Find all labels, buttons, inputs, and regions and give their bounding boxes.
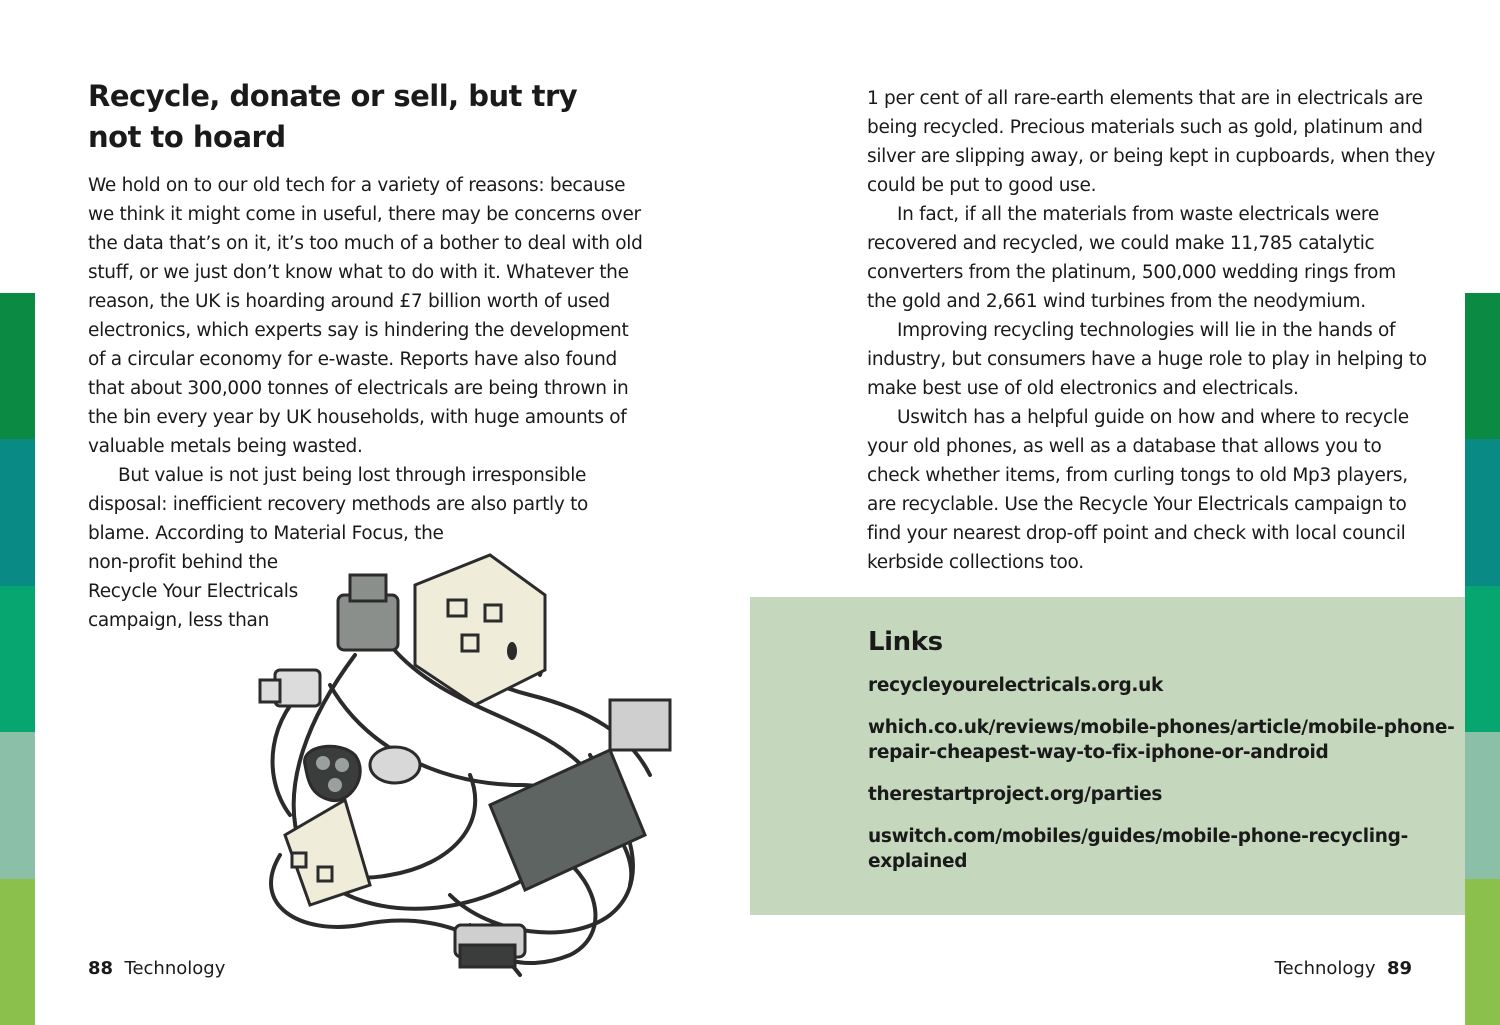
text-line: being recycled. Precious materials such as gold, platinum and [867, 117, 1423, 138]
text-line: are recyclable. Use the Recycle Your Electricals campaign to [867, 494, 1407, 515]
right-folio [1275, 958, 1412, 979]
links-box [750, 597, 1465, 915]
text-line: silver are slipping away, or being kept in cupboards, when they [867, 146, 1436, 167]
text-line: your old phones, as well as a database that allows you to [867, 436, 1382, 457]
link-line: recycleyourelectricals.org.uk [868, 675, 1164, 696]
text-line: could be put to good use. [867, 175, 1097, 196]
page-heading [88, 76, 608, 158]
link-uswitch-recycling[interactable] [868, 824, 1408, 874]
section-name: Technology [1274, 958, 1376, 979]
right-color-tabs [1465, 293, 1500, 1025]
text-line: the data that’s on it, it’s too much of a bother to deal with old [88, 233, 643, 254]
text-line: the gold and 2,661 wind turbines from the neodymium. [867, 291, 1366, 312]
text-line: make best use of old electronics and electricals. [867, 378, 1299, 399]
color-tab [0, 879, 35, 1025]
text-line: Improving recycling technologies will lie in the hands of [897, 320, 1396, 341]
text-line: recovered and recycled, we could make 11,785 catalytic [867, 233, 1375, 254]
text-line: electronics, which experts say is hindering the development [88, 320, 629, 341]
color-tab [0, 732, 35, 878]
link-line: which.co.uk/reviews/mobile-phones/article/mobile-phone- [868, 717, 1455, 738]
text-line: stuff, or we just don’t know what to do with it. Whatever the [88, 262, 629, 283]
links-title: Links [868, 627, 943, 657]
section-name: Technology [124, 958, 226, 979]
link-recycleyourelectricals[interactable] [868, 673, 1163, 698]
link-line: explained [868, 851, 968, 872]
heading-line: not to hoard [88, 120, 286, 154]
text-line: disposal: inefficient recovery methods are also partly to [88, 494, 589, 515]
text-line: Recycle Your Electricals [88, 581, 298, 602]
text-line: converters from the platinum, 500,000 wedding rings from [867, 262, 1396, 283]
text-line: kerbside collections too. [867, 552, 1084, 573]
text-line: reason, the UK is hoarding around £7 billion worth of used [88, 291, 611, 312]
link-line: therestartproject.org/parties [868, 784, 1163, 805]
text-line: check whether items, from curling tongs to old Mp3 players, [867, 465, 1408, 486]
color-tab [1465, 439, 1500, 585]
text-line: non-profit behind the [88, 552, 278, 573]
text-line: the bin every year by UK households, with huge amounts of [88, 407, 627, 428]
text-line: industry, but consumers have a huge role to play in helping to [867, 349, 1427, 370]
color-tab [0, 586, 35, 732]
text-line: We hold on to our old tech for a variety of reasons: because [88, 175, 626, 196]
color-tab [0, 293, 35, 439]
text-line: that about 300,000 tonnes of electricals are being thrown in [88, 378, 629, 399]
page-number: 89 [1386, 958, 1412, 979]
text-line: valuable metals being wasted. [88, 436, 363, 457]
left-folio [88, 958, 225, 979]
text-line: Uswitch has a helpful guide on how and where to recycle [897, 407, 1409, 428]
text-line: 1 per cent of all rare-earth elements that are in electricals are [867, 88, 1423, 109]
link-restartproject[interactable] [868, 782, 1162, 807]
text-line: In fact, if all the materials from waste electricals were [897, 204, 1379, 225]
left-color-tabs [0, 293, 35, 1025]
page-number: 88 [88, 958, 114, 979]
link-line: uswitch.com/mobiles/guides/mobile-phone-recycling- [868, 826, 1408, 847]
right-body-text [867, 84, 1436, 577]
color-tab [1465, 586, 1500, 732]
color-tab [1465, 879, 1500, 1025]
text-line: find your nearest drop-off point and check with local council [867, 523, 1406, 544]
heading-line: Recycle, donate or sell, but try [88, 79, 578, 113]
color-tab [1465, 732, 1500, 878]
text-line: But value is not just being lost through irresponsible [118, 465, 587, 486]
text-line: we think it might come in useful, there may be concerns over [88, 204, 641, 225]
color-tab [1465, 293, 1500, 439]
color-tab [0, 439, 35, 585]
link-which-phone-repair[interactable] [868, 715, 1455, 765]
link-line: repair-cheapest-way-to-fix-iphone-or-android [868, 742, 1329, 763]
text-line: blame. According to Material Focus, the [88, 523, 444, 544]
left-body-text [88, 171, 648, 635]
text-line: campaign, less than [88, 610, 269, 631]
text-line: of a circular economy for e-waste. Reports have also found [88, 349, 618, 370]
